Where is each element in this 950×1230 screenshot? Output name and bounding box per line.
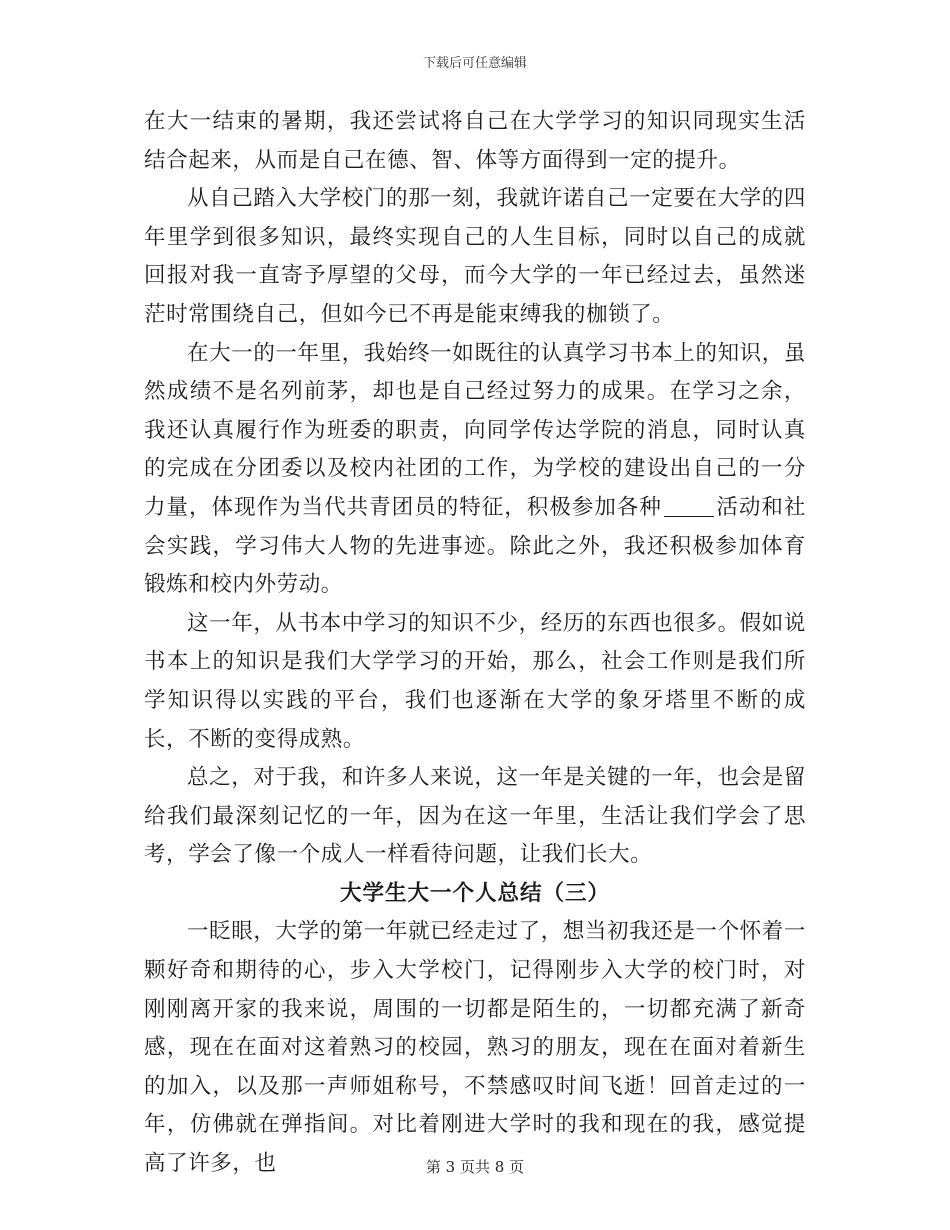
page-number: 第 3 页共 8 页 [425, 1158, 525, 1176]
paragraph-3-part-b: 活动和社会实践，学习伟大人物的先进事迹。除此之外，我还积极参加体育锻炼和校内外劳动。 [144, 494, 806, 598]
paragraph-2: 从自己踏入大学校门的那一刻，我就许诺自己一定要在大学的四年里学到很多知识，最终实现自己的人生目标，同时以自己的成就回报对我一直寄予厚望的父母，而今大学的一年已经过去，虽然迷茫时常围绕自己，但如今已不再是能束缚我的枷锁了。 [144, 186, 806, 327]
paragraph-3-part-a: 在大一的一年里，我始终一如既往的认真学习书本上的知识，虽然成绩不是名列前茅，却也是自己经过努力的成果。在学习之余，我还认真履行作为班委的职责，向同学传达学院的消息，同时认真的完成在分团委以及校内社团的工作，为学校的建设出自己的一分力量，体现作为当代共青团员的特征，积极参加各种 [144, 340, 806, 520]
document-body [144, 103, 806, 1184]
paragraph-5: 总之，对于我，和许多人来说，这一年是关键的一年，也会是留给我们最深刻记忆的一年，因为在这一年里，生活让我们学会了思考，学会了像一个成人一样看待问题，让我们长大。 [144, 765, 806, 868]
section-paragraph-1: 一眨眼，大学的第一年就已经走过了，想当初我还是一个怀着一颗好奇和期待的心，步入大学校门，记得刚步入大学的校门时，对刚刚离开家的我来说，周围的一切都是陌生的，一切都充满了新奇感，现在在面对这着熟习的校园，熟习的朋友，现在在面对着新生的加入，以及那一声师姐称号，不禁感叹时间飞逝！回首走过的一年，仿佛就在弹指间。对比着刚进大学时的我和现在的我，感觉提高了许多，也 [144, 919, 806, 1177]
fill-in-blank [664, 494, 714, 517]
section-title: 大学生大一个人总结（三） [339, 880, 610, 906]
paragraph-4: 这一年，从书本中学习的知识不少，经历的东西也很多。假如说书本上的知识是我们大学学习的开始，那么，社会工作则是我们所学知识得以实践的平台，我们也逐渐在大学的象牙塔里不断的成长，不断的变得成熟。 [144, 610, 806, 752]
page-header-note: 下载后可任意编辑 [422, 56, 527, 71]
paragraph-3 [144, 335, 806, 605]
paragraph-1: 在大一结束的暑期，我还尝试将自己在大学学习的知识同现实生活结合起来，从而是自己在德、智、体等方面得到一定的提升。 [144, 109, 806, 173]
